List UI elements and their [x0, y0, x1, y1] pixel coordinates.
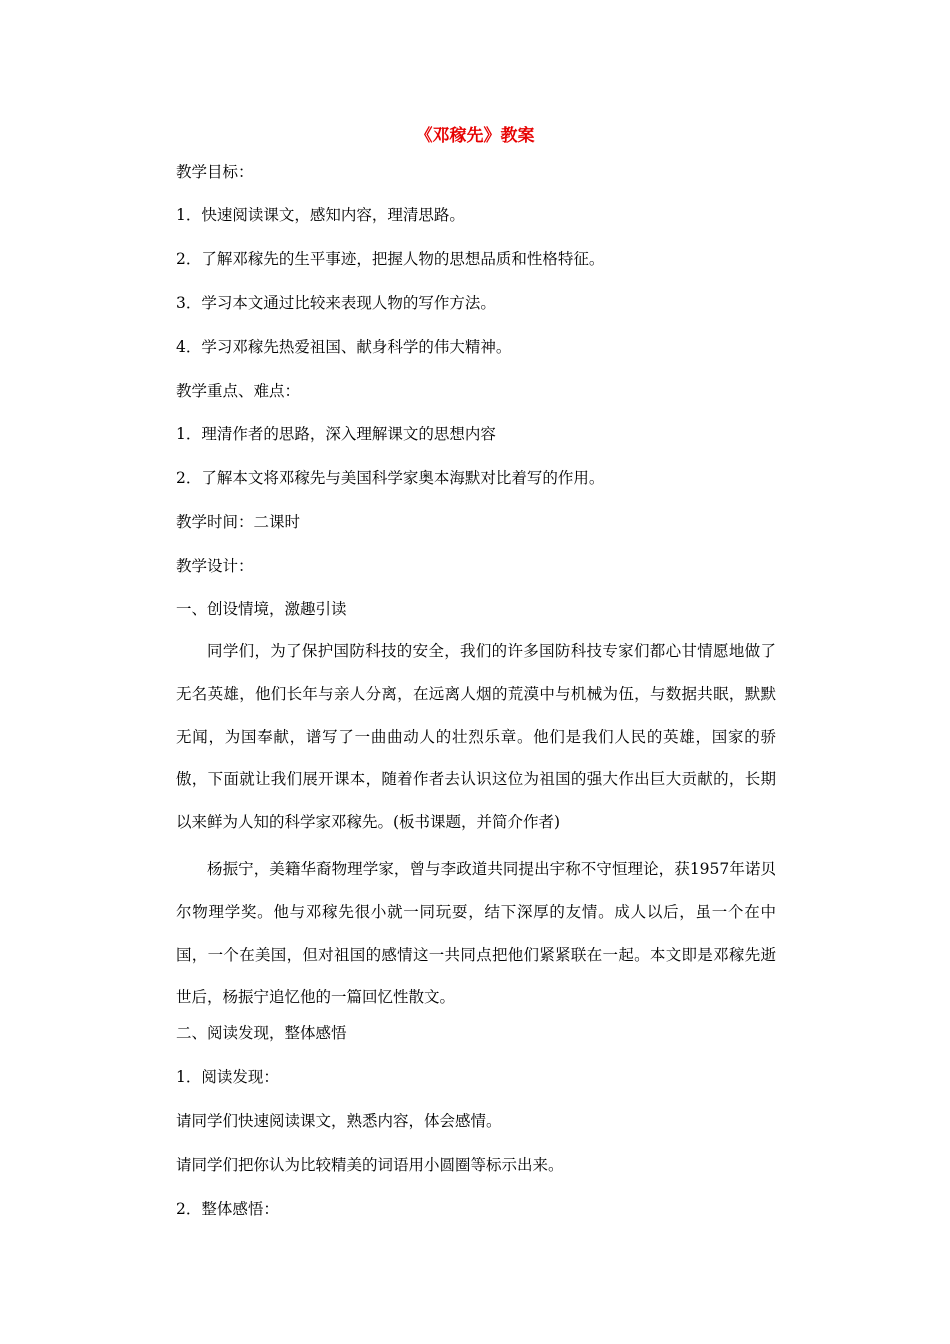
text-line: 教学设计：	[176, 557, 254, 575]
text-line: 4．学习邓稼先热爱祖国、献身科学的伟大精神。	[176, 338, 512, 356]
document-title: 《邓稼先》教案	[415, 126, 535, 146]
text-line: 2．了解本文将邓稼先与美国科学家奥本海默对比着写的作用。	[176, 469, 605, 487]
paragraph-author: 杨振宁，美籍华裔物理学家，曾与李政道共同提出宇称不守恒理论，获1957年诺贝尔物理学奖。他与邓稼先很小就一同玩耍，结下深厚的友情。成人以后，虽一个在中国，一个在美国，但对祖国的感情这一共同点把他们紧紧联在一起。本文即是邓稼先逝世后，杨振宁追忆他的一篇回忆性散文。	[176, 860, 776, 1007]
text-line: 3．学习本文通过比较来表现人物的写作方法。	[176, 294, 496, 312]
text-line: 1．快速阅读课文，感知内容，理清思路。	[176, 206, 465, 224]
text-line: 请同学们把你认为比较精美的词语用小圆圈等标示出来。	[176, 1156, 564, 1174]
text-line: 1．阅读发现：	[176, 1068, 279, 1086]
paragraph-intro: 同学们，为了保护国防科技的安全，我们的许多国防科技专家们都心甘情愿地做了无名英雄，他们长年与亲人分离，在远离人烟的荒漠中与机械为伍，与数据共眠，默默无闻，为国奉献，谱写了一曲曲动人的壮烈乐章。他们是我们人民的英雄，国家的骄傲，下面就让我们展开课本，随着作者去认识这位为祖国的强大作出巨大贡献的，长期以来鲜为人知的科学家邓稼先。(板书课题，并简介作者)	[176, 642, 776, 832]
text-line: 教学目标：	[176, 163, 254, 181]
text-line: 教学时间：二课时	[176, 513, 301, 531]
text-line: 2．整体感悟：	[176, 1200, 279, 1218]
text-line: 一、创设情境，激趣引读	[176, 600, 347, 618]
text-line: 1．理清作者的思路，深入理解课文的思想内容	[176, 425, 496, 443]
text-line: 请同学们快速阅读课文，熟悉内容，体会感情。	[176, 1112, 502, 1130]
text-line: 教学重点、难点：	[176, 382, 301, 400]
text-line: 二、阅读发现，整体感悟	[176, 1024, 347, 1042]
text-line: 2．了解邓稼先的生平事迹，把握人物的思想品质和性格特征。	[176, 250, 605, 268]
